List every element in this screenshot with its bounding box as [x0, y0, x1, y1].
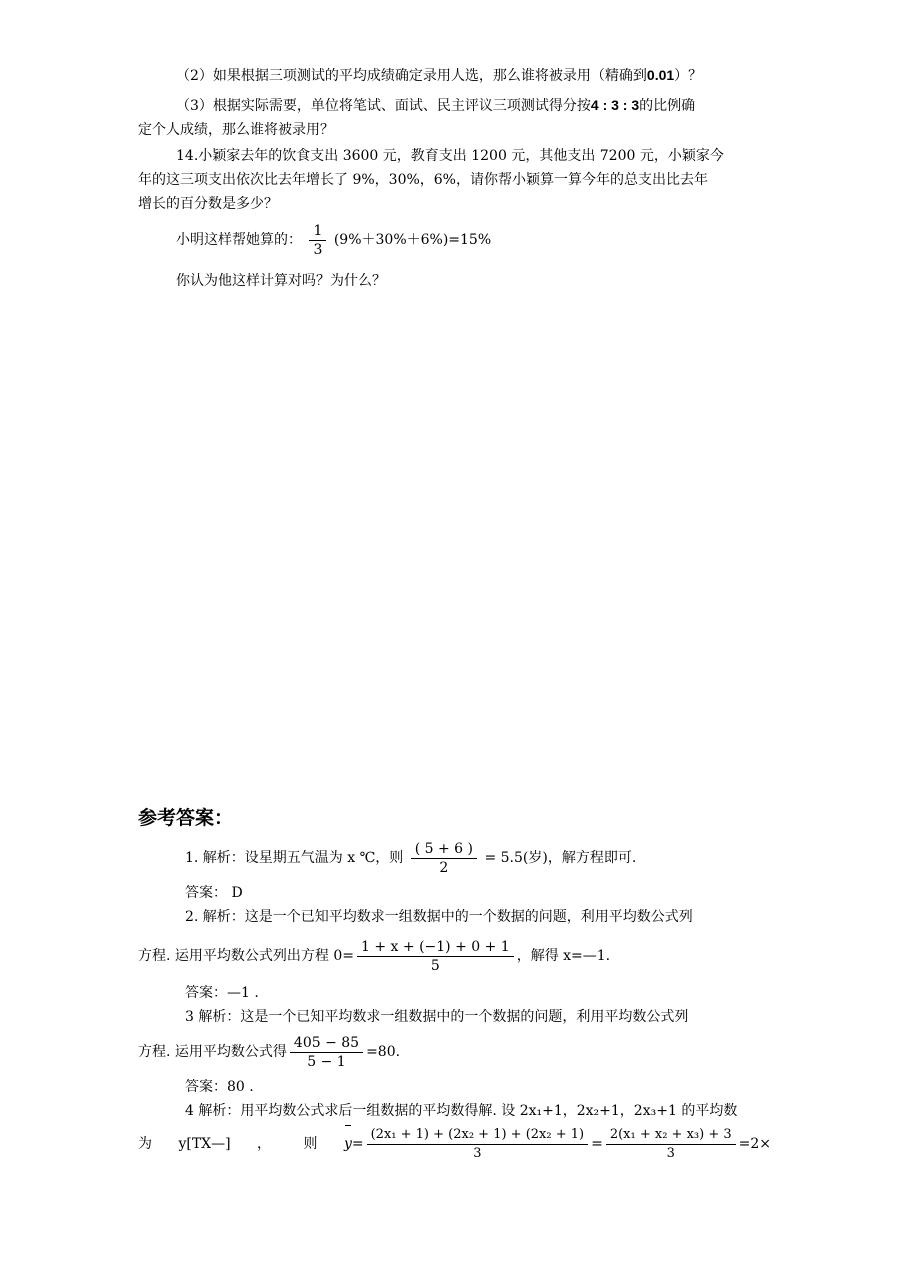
answer-1-fraction	[411, 840, 477, 877]
answer-3-answer: 答案：80 .	[185, 1079, 254, 1095]
q14-calc-fraction	[309, 222, 326, 259]
answer-2-suffix: ，解得 x=—1.	[516, 948, 611, 964]
q13-part3-text: （3）根据实际需要，单位将笔试、面试、民主评议三项测试得分按	[176, 98, 591, 114]
answer-1-suffix: = 5.5(岁)，解方程即可.	[484, 850, 637, 866]
answer-1-prefix: 1. 解析：设星期五气温为 x ℃，则	[185, 850, 404, 866]
q13-part2-precision: 0.01	[646, 67, 675, 83]
fraction-denominator: 5 − 1	[307, 1053, 346, 1070]
q14-calc-expression: (9%＋30%＋6%)=15%	[333, 232, 492, 248]
q14-calc	[176, 221, 491, 259]
answer-2-answer: 答案：—1 .	[185, 985, 259, 1001]
q14-line2: 年的这三项支出依次比去年增长了 9%，30%，6%，请你帮小颖算一算今年的总支出比去年	[138, 172, 708, 188]
fraction-numerator: (2x₁ + 1) + (2x₂ + 1) + (2x₂ + 1)	[367, 1126, 588, 1145]
answer-3-suffix: =80.	[366, 1044, 401, 1060]
fraction-numerator: 1	[309, 222, 326, 241]
q14-line1: 14.小颖家去年的饮食支出 3600 元，教育支出 1200 元，其他支出 7200 元，小颖家今	[176, 148, 724, 164]
answer-3-fraction	[290, 1034, 363, 1071]
answers-heading: 参考答案：	[138, 807, 234, 829]
q13-part2-text: （2）如果根据三项测试的平均成绩确定录用人选，那么谁将被录用（精确到	[176, 68, 647, 84]
q13-part3-text-end: 的比例确	[639, 98, 696, 114]
answer-1-answer: 答案： D	[185, 885, 243, 901]
answer-4-text-wei: 为	[138, 1136, 152, 1152]
equals-sign: =	[351, 1136, 364, 1152]
answer-1-analysis	[185, 838, 636, 878]
fraction-denominator: 2	[439, 859, 449, 876]
answer-3-line2	[138, 1032, 400, 1072]
answer-4-tail: =2×	[738, 1136, 771, 1152]
y-bar-symbol: y	[344, 1124, 352, 1164]
answer-4-fraction-2	[606, 1126, 736, 1163]
answer-4-fraction-1	[367, 1126, 588, 1163]
q13-part2-tail: ）？	[674, 68, 703, 84]
q14-calc-prefix: 小明这样帮她算的：	[176, 232, 302, 248]
q13-part3-line1	[176, 94, 695, 117]
answer-2-line2	[138, 936, 610, 976]
answer-2-fraction	[357, 938, 514, 975]
fraction-numerator: 2(x₁ + x₂ + x₃) + 3	[606, 1126, 736, 1145]
answer-4-line2	[138, 1124, 771, 1164]
q13-part2	[176, 64, 702, 87]
fraction-numerator: 1 + x + (−1) + 0 + 1	[357, 938, 514, 957]
answer-4-comma: ，	[257, 1136, 272, 1152]
q13-part3-ratio: 4 : 3 : 3	[590, 97, 640, 113]
equals-sign: =	[591, 1136, 603, 1152]
q13-part3-line2: 定个人成绩，那么谁将被录用？	[138, 122, 334, 138]
answer-4-line1: 4 解析：用平均数公式求后一组数据的平均数得解. 设 2x₁+1，2x₂+1，2x₃+1 的平均数	[185, 1103, 738, 1119]
fraction-numerator: ( 5 + 6 )	[411, 840, 477, 859]
q14-line3: 增长的百分数是多少？	[138, 196, 278, 212]
answer-4-ytx: y[TX—]	[178, 1136, 231, 1152]
answer-2-prefix: 方程. 运用平均数公式列出方程 0=	[138, 948, 354, 964]
answer-2-line1: 2. 解析：这是一个已知平均数求一组数据中的一个数据的问题，利用平均数公式列	[185, 909, 693, 925]
fraction-denominator: 3	[473, 1145, 482, 1161]
q14-question: 你认为他这样计算对吗？为什么？	[176, 273, 386, 289]
answer-4-text-ze: 则	[303, 1136, 318, 1152]
fraction-denominator: 5	[430, 957, 440, 974]
fraction-denominator: 3	[666, 1145, 675, 1161]
fraction-numerator: 405 − 85	[290, 1034, 363, 1053]
answer-3-prefix: 方程. 运用平均数公式得	[138, 1044, 287, 1060]
answer-3-line1: 3 解析：这是一个已知平均数求一组数据中的一个数据的问题，利用平均数公式列	[185, 1009, 689, 1025]
fraction-denominator: 3	[313, 241, 323, 258]
